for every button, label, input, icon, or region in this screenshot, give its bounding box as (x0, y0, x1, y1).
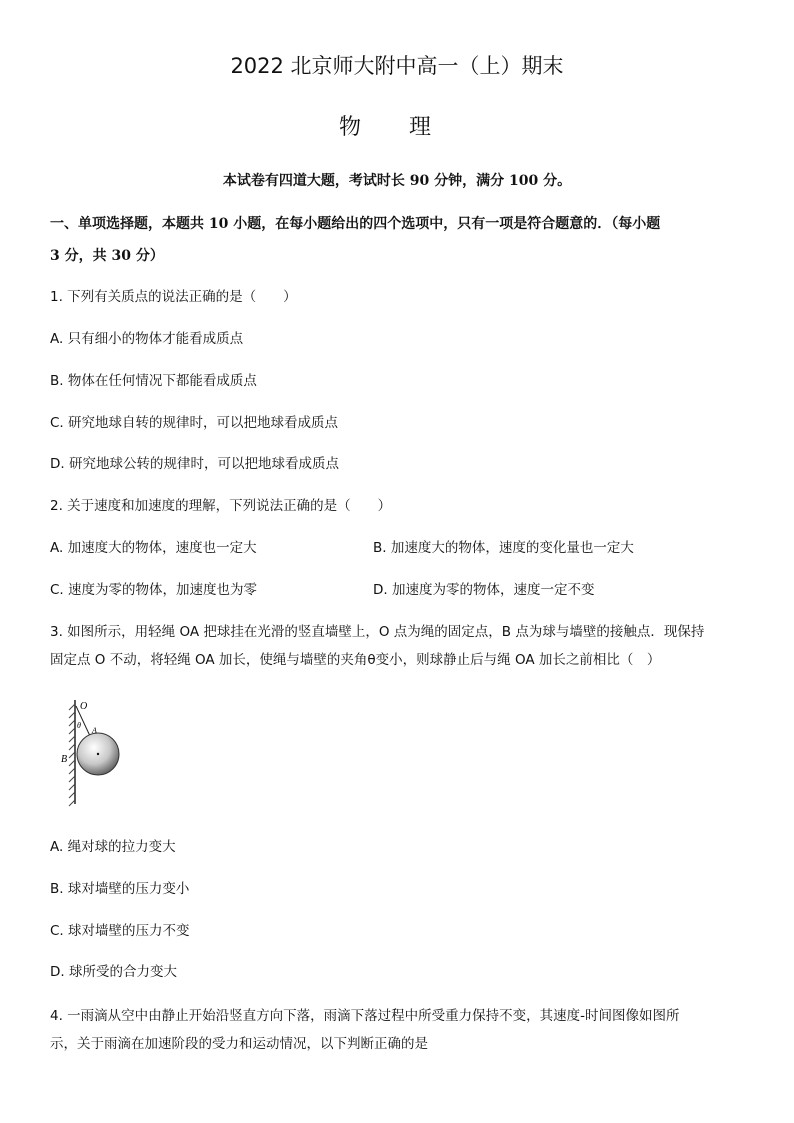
q4-stem-line1: 4. 一雨滴从空中由静止开始沿竖直方向下落，雨滴下落过程中所受重力保持不变，其速度-时间图像如图所 (50, 1008, 680, 1024)
q3-stem-line1: 3. 如图所示，用轻绳 OA 把球挂在光滑的竖直墙壁上，O 点为绳的固定点，B 点为球与墙壁的接触点．现保持 (50, 624, 705, 640)
label-o: O (80, 701, 88, 712)
q1-option-b: B. 物体在任何情况下都能看成质点 (50, 373, 257, 389)
q1-option-a: A. 只有细小的物体才能看成质点 (50, 331, 244, 347)
exam-title: 2022 北京师大附中高一（上）期末 (230, 54, 564, 78)
q3-option-c: C. 球对墙壁的压力不变 (50, 923, 190, 939)
q3-option-b: B. 球对墙壁的压力变小 (50, 881, 190, 897)
q1-stem: 1. 下列有关质点的说法正确的是（ ） (50, 289, 297, 305)
label-a: A (92, 726, 97, 735)
q3-wall-ball-figure (56, 690, 136, 810)
label-theta: θ (77, 721, 81, 730)
exam-note: 本试卷有四道大题，考试时长 90 分钟，满分 100 分。 (222, 173, 572, 189)
q2-stem: 2. 关于速度和加速度的理解，下列说法正确的是（ ） (50, 498, 392, 514)
label-b: B (61, 754, 68, 765)
section-heading-line2: 3 分，共 30 分） (50, 248, 164, 264)
q2-option-d: D. 加速度为零的物体，速度一定不变 (373, 582, 595, 598)
q2-option-c: C. 速度为零的物体，加速度也为零 (50, 582, 258, 598)
q3-stem-line2: 固定点 O 不动，将轻绳 OA 加长，使绳与墙壁的夹角θ变小，则球静止后与绳 OA 加长之前相比（ ） (50, 652, 661, 668)
q2-option-b: B. 加速度大的物体，速度的变化量也一定大 (373, 540, 634, 556)
q2-option-a: A. 加速度大的物体，速度也一定大 (50, 540, 257, 556)
exam-subject: 物理 (338, 115, 479, 140)
wall-hatching (69, 700, 75, 806)
ball-center-dot (97, 753, 99, 755)
q3-option-a: A. 绳对球的拉力变大 (50, 839, 176, 855)
section-heading-line1: 一、单项选择题，本题共 10 小题，在每小题给出的四个选项中，只有一项是符合题意的．（每小题 (50, 216, 661, 232)
q1-option-d: D. 研究地球公转的规律时，可以把地球看成质点 (50, 456, 339, 472)
q4-stem-line2: 示，关于雨滴在加速阶段的受力和运动情况，以下判断正确的是 (50, 1036, 428, 1052)
q3-option-d: D. 球所受的合力变大 (50, 964, 177, 980)
q1-option-c: C. 研究地球自转的规律时，可以把地球看成质点 (50, 415, 339, 431)
